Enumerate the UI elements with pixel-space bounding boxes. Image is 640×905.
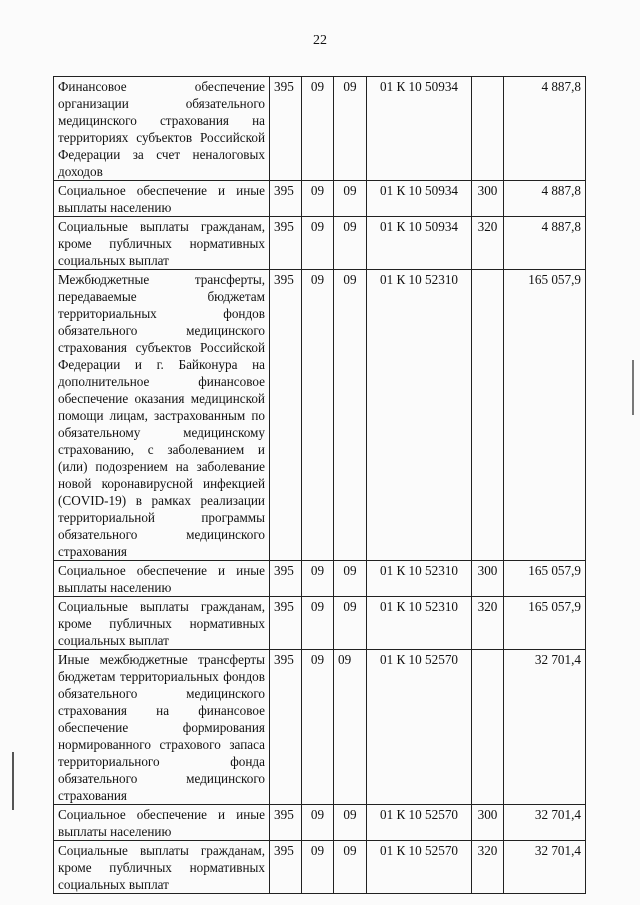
row-csr: 01 К 10 50934: [367, 77, 472, 181]
row-amount: 32 701,4: [504, 805, 586, 841]
row-rz: 09: [302, 77, 334, 181]
row-gr: 395: [270, 217, 302, 270]
row-rz: 09: [302, 561, 334, 597]
row-name: Социальное обеспечение и иные выплаты населению: [54, 805, 270, 841]
table-row: [54, 181, 586, 217]
scan-margin-mark: [632, 360, 634, 415]
row-amount: 4 887,8: [504, 77, 586, 181]
row-vr: [472, 77, 504, 181]
row-rz: 09: [302, 597, 334, 650]
row-name: Социальные выплаты гражданам, кроме публичных нормативных социальных выплат: [54, 597, 270, 650]
row-amount: 165 057,9: [504, 561, 586, 597]
row-vr: [472, 270, 504, 561]
row-gr: 395: [270, 270, 302, 561]
row-gr: 395: [270, 650, 302, 805]
row-pr: 09: [334, 805, 367, 841]
row-name: Социальные выплаты гражданам, кроме публичных нормативных социальных выплат: [54, 217, 270, 270]
row-vr: 300: [472, 561, 504, 597]
row-gr: 395: [270, 805, 302, 841]
row-gr: 395: [270, 841, 302, 894]
row-vr: 300: [472, 181, 504, 217]
row-csr: 01 К 10 52310: [367, 561, 472, 597]
row-vr: 320: [472, 217, 504, 270]
row-name: Межбюджетные трансферты, передаваемые бюджетам территориальных фондов обязательного медицинского страхования субъектов Российской Федерации и г. Байконура на дополнительное финансовое обеспечение оказания медицинской помощи лицам, застрахованным по обязательному медицинскому страхованию, с заболеванием и (или) подозрением на заболевание новой коронавирусной инфекцией (COVID-19) в рамках реализации территориальной программы обязательного медицинского страхования: [54, 270, 270, 561]
row-pr: 09: [334, 77, 367, 181]
row-name: Иные межбюджетные трансферты бюджетам территориальных фондов обязательного медицинского страхования на финансовое обеспечение формирования нормированного страхового запаса территориального фонда обязательного медицинского страхования: [54, 650, 270, 805]
table-row: [54, 217, 586, 270]
row-pr: 09: [334, 561, 367, 597]
row-rz: 09: [302, 805, 334, 841]
row-amount: 165 057,9: [504, 597, 586, 650]
row-gr: 395: [270, 561, 302, 597]
row-vr: 300: [472, 805, 504, 841]
table-row: [54, 561, 586, 597]
row-csr: 01 К 10 52570: [367, 805, 472, 841]
row-rz: 09: [302, 181, 334, 217]
row-amount: 165 057,9: [504, 270, 586, 561]
row-vr: 320: [472, 597, 504, 650]
row-csr: 01 К 10 50934: [367, 181, 472, 217]
row-csr: 01 К 10 52570: [367, 650, 472, 805]
page-number: 22: [313, 33, 327, 48]
table-row: [54, 597, 586, 650]
table-row: [54, 841, 586, 894]
row-pr: 09: [334, 597, 367, 650]
row-gr: 395: [270, 597, 302, 650]
row-pr: 09: [334, 217, 367, 270]
row-pr: 09: [334, 270, 367, 561]
row-rz: 09: [302, 270, 334, 561]
budget-table: [53, 76, 586, 894]
row-name: Социальные выплаты гражданам, кроме публичных нормативных социальных выплат: [54, 841, 270, 894]
row-pr: 09: [334, 181, 367, 217]
table-row: [54, 650, 586, 805]
scan-margin-mark: [12, 752, 14, 810]
row-amount: 32 701,4: [504, 841, 586, 894]
row-amount: 4 887,8: [504, 217, 586, 270]
row-rz: 09: [302, 217, 334, 270]
row-amount: 4 887,8: [504, 181, 586, 217]
row-csr: 01 К 10 50934: [367, 217, 472, 270]
row-name: Социальное обеспечение и иные выплаты населению: [54, 181, 270, 217]
row-name: Финансовое обеспечение организации обязательного медицинского страхования на территориях субъектов Российской Федерации за счет неналоговых доходов: [54, 77, 270, 181]
row-csr: 01 К 10 52310: [367, 270, 472, 561]
row-pr: 09: [334, 650, 367, 805]
table-row: [54, 270, 586, 561]
row-vr: 320: [472, 841, 504, 894]
row-name: Социальное обеспечение и иные выплаты населению: [54, 561, 270, 597]
row-rz: 09: [302, 650, 334, 805]
row-vr: [472, 650, 504, 805]
row-rz: 09: [302, 841, 334, 894]
row-gr: 395: [270, 181, 302, 217]
row-gr: 395: [270, 77, 302, 181]
table-row: [54, 805, 586, 841]
row-csr: 01 К 10 52570: [367, 841, 472, 894]
row-amount: 32 701,4: [504, 650, 586, 805]
table-row: [54, 77, 586, 181]
row-csr: 01 К 10 52310: [367, 597, 472, 650]
row-pr: 09: [334, 841, 367, 894]
